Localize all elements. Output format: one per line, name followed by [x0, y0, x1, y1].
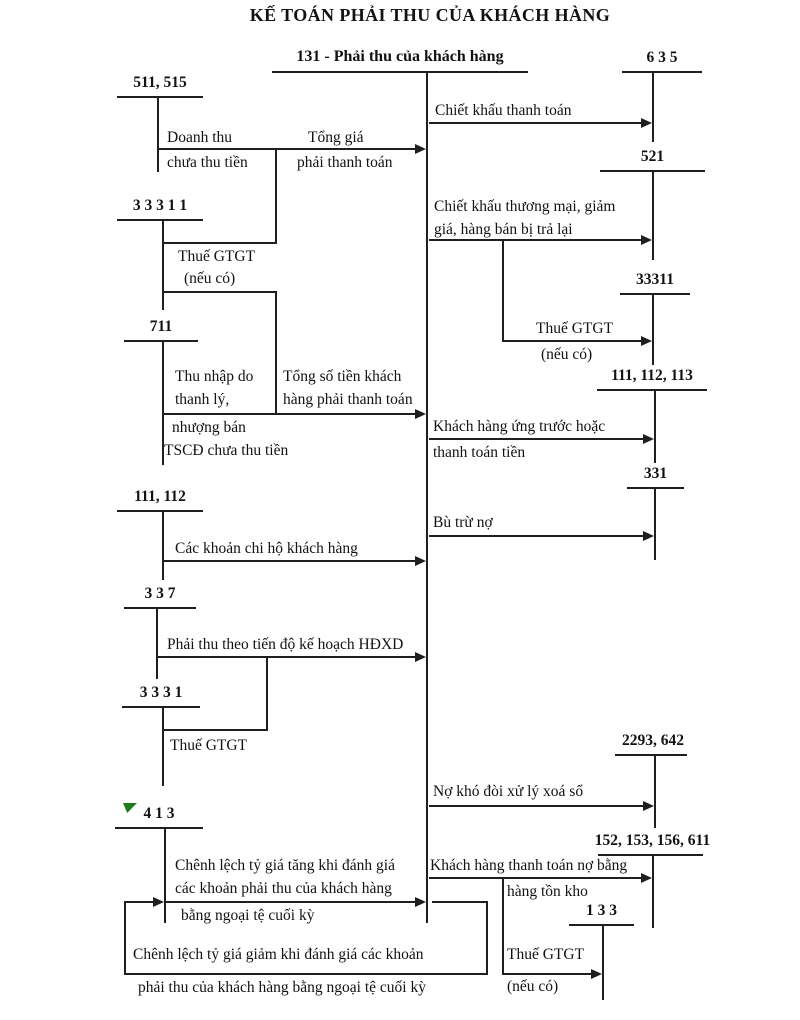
flow-label-thue-gtgt-3331: Thuế GTGT [170, 737, 248, 754]
flow-line-tong-gia [157, 148, 415, 150]
account-underline-111-112-113 [597, 389, 707, 391]
flow-line-chiet-khau-tt [429, 122, 641, 124]
account-vline-133 [602, 924, 604, 1000]
flow-label-tong-so-tien-2: hàng phải thanh toán [283, 391, 413, 408]
arrowhead-no-kho-doi [643, 801, 654, 811]
account-vline-2293-642 [654, 754, 656, 828]
flow-label-thu-nhap-2: thanh lý, [175, 391, 230, 408]
account-label-33311-right: 33311 [636, 271, 674, 288]
central-account-vline [426, 71, 428, 923]
flow-label-chua-thu-tien: chưa thu tiền [167, 154, 248, 171]
junction-vline-3331 [266, 656, 268, 731]
flow-line-thanh-toan-hang [429, 877, 641, 879]
flow-line-ung-truoc [429, 438, 643, 440]
flow-line-no-kho-doi [429, 805, 643, 807]
flow-label-no-kho-doi: Nợ khó đòi xử lý xoá sổ [433, 783, 584, 800]
junction-vline-vat-bottom [502, 877, 504, 975]
account-vline-33311-right [652, 293, 654, 365]
central-header-underline [272, 71, 528, 73]
arrowhead-tong-so-tien [415, 409, 426, 419]
connector-vat-lower [162, 291, 277, 293]
flow-label-chenh-lech-tang-2: các khoản phải thu của khách hàng [175, 880, 392, 897]
account-underline-337 [124, 607, 196, 609]
flow-label-tscd: TSCĐ chưa thu tiền [164, 442, 289, 459]
flow-label-nhuong-ban: nhượng bán [172, 419, 246, 436]
flow-line-chenh-lech-tang [164, 901, 415, 903]
account-label-111-112: 111, 112 [134, 488, 186, 505]
account-label-331: 331 [643, 465, 668, 482]
junction-vline-vat-up [275, 148, 277, 244]
account-label-111-112-113: 111, 112, 113 [611, 367, 693, 384]
flow-label-chenh-lech-giam-2: phải thu của khách hàng bằng ngoại tệ cuối kỳ [138, 979, 426, 996]
flow-label-tien-do: Phải thu theo tiến độ kế hoạch HĐXD [167, 636, 404, 653]
account-underline-3331 [122, 706, 200, 708]
account-underline-711 [124, 340, 198, 342]
flow-label-thue-gtgt-left: Thuế GTGT [178, 248, 256, 265]
account-vline-111-112-113 [654, 389, 656, 463]
account-vline-511-515 [157, 96, 159, 172]
flow-line-tien-do [156, 656, 415, 658]
flow-label-thu-nhap-1: Thu nhập do [175, 368, 254, 385]
arrowhead-bu-tru-no [643, 531, 654, 541]
account-underline-111-112 [117, 510, 203, 512]
account-label-337: 3 3 7 [144, 585, 176, 602]
flow-line-thue-gtgt-bottom [502, 973, 591, 975]
account-vline-152-153-156-611 [652, 854, 654, 928]
arrowhead-ung-truoc [643, 434, 654, 444]
flow-label-doanh-thu: Doanh thu [167, 129, 233, 146]
account-vline-3331 [162, 706, 164, 786]
flow-label-neu-co-right: (nếu có) [541, 346, 593, 363]
account-label-521: 521 [640, 148, 665, 165]
account-underline-413 [115, 827, 203, 829]
flow-line-bu-tru-no [429, 535, 643, 537]
account-label-33311-left: 3 3 3 1 1 [132, 197, 188, 214]
account-vline-521 [652, 170, 654, 260]
account-vline-635 [652, 71, 654, 142]
account-vline-33311-left [162, 219, 164, 310]
arrowhead-chiet-khau-tm [641, 235, 652, 245]
account-label-133: 1 3 3 [586, 902, 617, 919]
account-label-152-153-156-611: 152, 153, 156, 611 [594, 832, 711, 849]
arrowhead-tien-do [415, 652, 426, 662]
account-label-2293-642: 2293, 642 [622, 732, 684, 749]
flow-label-chenh-lech-giam-1: Chênh lệch tỷ giá giảm khi đánh giá các khoản [133, 946, 424, 963]
arrowhead-chenh-lech-tang [415, 897, 426, 907]
account-label-3331: 3 3 3 1 [139, 684, 183, 701]
account-vline-111-112 [162, 510, 164, 580]
account-underline-33311-left [117, 219, 203, 221]
account-underline-511-515 [117, 96, 203, 98]
arrowhead-thue-gtgt-bottom [591, 969, 602, 979]
flow-label-tong-gia: Tổng giá [308, 129, 364, 146]
loop-line-right [486, 901, 488, 975]
connector-vat-upper [162, 242, 277, 244]
flow-label-phai-thanh-toan: phải thanh toán [297, 154, 393, 171]
flow-label-ung-truoc-1: Khách hàng ứng trước hoặc [433, 418, 606, 435]
loop-line-top-right [432, 901, 488, 903]
flow-label-neu-co-left: (nếu có) [184, 270, 236, 287]
loop-line-top-left [124, 901, 153, 903]
loop-line-left [124, 901, 126, 975]
arrowhead-tong-gia [415, 144, 426, 154]
arrowhead-thue-gtgt-right [641, 336, 652, 346]
junction-vline-vat-down [275, 291, 277, 415]
central-account-header: 131 - Phải thu của khách hàng [296, 48, 504, 65]
flow-label-thue-gtgt-bottom: Thuế GTGT [507, 946, 585, 963]
account-label-635: 6 3 5 [646, 49, 678, 66]
flow-label-thue-gtgt-right: Thuế GTGT [536, 320, 614, 337]
flow-label-chiet-khau-tm-2: giá, hàng bán bị trả lại [434, 221, 573, 238]
flow-label-bu-tru-no: Bù trừ nợ [433, 514, 493, 531]
flow-label-ung-truoc-2: thanh toán tiền [433, 444, 526, 461]
flow-label-chenh-lech-tang-1: Chênh lệch tỷ giá tăng khi đánh giá [175, 857, 395, 874]
account-label-711: 711 [149, 318, 173, 335]
page-title: KẾ TOÁN PHẢI THU CỦA KHÁCH HÀNG [249, 5, 611, 25]
loop-line-bottom [124, 973, 488, 975]
flow-label-chiet-khau-tt: Chiết khấu thanh toán [435, 102, 572, 119]
arrowhead-thanh-toan-hang [641, 873, 652, 883]
flow-line-tong-so-tien [162, 413, 415, 415]
arrowhead-chi-ho [415, 556, 426, 566]
account-underline-635 [622, 71, 702, 73]
account-vline-337 [156, 607, 158, 679]
flow-label-thanh-toan-hang-2: hàng tồn kho [507, 883, 588, 900]
arrowhead-chiet-khau-tt [641, 118, 652, 128]
flow-label-chiet-khau-tm-1: Chiết khấu thương mại, giảm [434, 198, 616, 215]
account-underline-33311-right [620, 293, 690, 295]
flow-line-chiet-khau-tm [429, 239, 641, 241]
connector-vat-3331 [162, 729, 268, 731]
account-label-413: 4 1 3 [143, 805, 175, 822]
flow-label-neu-co-bottom: (nếu có) [507, 978, 559, 995]
flow-line-thue-gtgt-right [502, 340, 641, 342]
account-underline-2293-642 [615, 754, 687, 756]
arrowhead-chenh-lech-giam [153, 897, 164, 907]
flow-label-chi-ho: Các khoản chi hộ khách hàng [175, 540, 358, 557]
account-vline-413 [164, 827, 166, 923]
flow-label-chenh-lech-tang-3: bằng ngoại tệ cuối kỳ [181, 907, 315, 924]
junction-vline-vat-right [502, 239, 504, 342]
flow-line-chi-ho [162, 560, 415, 562]
account-vline-331 [654, 487, 656, 560]
flow-label-thanh-toan-hang-1: Khách hàng thanh toán nợ bằng [430, 857, 628, 874]
flow-label-tong-so-tien-1: Tổng số tiền khách [283, 368, 402, 385]
account-label-511-515: 511, 515 [133, 74, 187, 91]
